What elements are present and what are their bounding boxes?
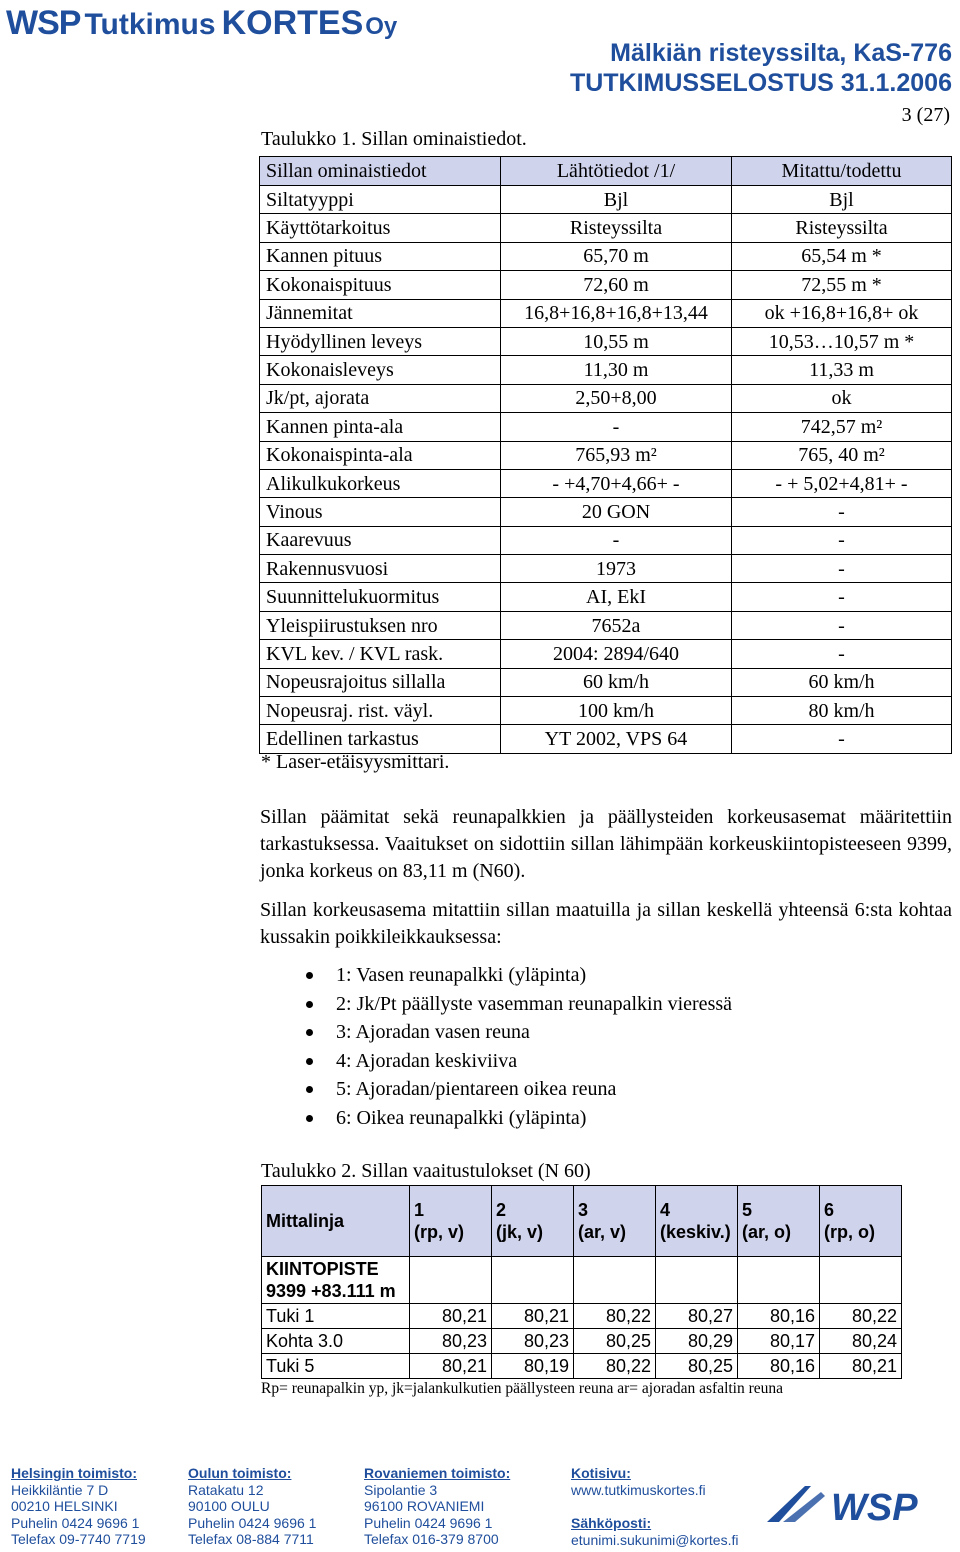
source-value-cell: Risteyssilta — [501, 214, 732, 242]
list-item-text: 3: Ajoradan vasen reuna — [336, 1021, 530, 1044]
list-item — [260, 990, 732, 1019]
property-name-cell: Kannen pituus — [260, 242, 501, 270]
measured-value-cell: 80 km/h — [732, 697, 952, 725]
source-value-cell: 2004: 2894/640 — [501, 640, 732, 668]
footer-rovaniemi — [364, 1465, 510, 1548]
list-item — [260, 1075, 732, 1104]
table-row — [260, 441, 952, 469]
list-item — [260, 961, 732, 990]
elevation-cell: 80,21 — [492, 1304, 574, 1329]
source-value-cell: - — [501, 413, 732, 441]
table-row — [262, 1354, 902, 1379]
elevation-cell: 80,17 — [738, 1329, 820, 1354]
header-cell-mittalinja: Mittalinja — [262, 1186, 410, 1257]
property-name-cell: Edellinen tarkastus — [260, 725, 501, 753]
header-cell: Mitattu/todettu — [732, 157, 952, 186]
table-row — [260, 725, 952, 753]
measured-value-cell: - — [732, 611, 952, 639]
elevation-cell: 80,21 — [410, 1354, 492, 1379]
header-cell-point-6 — [820, 1186, 902, 1257]
table-row — [260, 214, 952, 242]
table-header-row — [260, 157, 952, 186]
logo-kortes: KORTES — [221, 4, 364, 42]
footer-line: Telefax 016-379 8700 — [364, 1531, 499, 1547]
empty-cell — [492, 1257, 574, 1304]
footer-line: 00210 HELSINKI — [11, 1498, 118, 1514]
table-row — [260, 299, 952, 327]
source-value-cell: 7652a — [501, 611, 732, 639]
measured-value-cell: 765, 40 m² — [732, 441, 952, 469]
footer-line: Puhelin 0424 9696 1 — [364, 1514, 493, 1531]
list-item-text: 4: Ajoradan keskiviiva — [336, 1049, 518, 1072]
bullet-icon — [306, 972, 313, 979]
measured-value-cell: Bjl — [732, 186, 952, 214]
email-link[interactable]: etunimi.sukunimi@kortes.fi — [571, 1531, 739, 1548]
empty-cell — [574, 1257, 656, 1304]
table-row — [260, 271, 952, 299]
elevation-cell: 80,23 — [492, 1329, 574, 1354]
property-name-cell: Kannen pinta-ala — [260, 413, 501, 441]
footer-line: 90100 OULU — [188, 1498, 270, 1514]
kiintopiste-cell — [262, 1257, 410, 1304]
title-line1: Mälkiän risteyssilta, KaS-776 — [610, 39, 952, 67]
title-line2: TUTKIMUSSELOSTUS 31.1.2006 — [569, 69, 952, 97]
measured-value-cell: - — [732, 498, 952, 526]
footer-line: Heikkiläntie 7 D — [11, 1481, 109, 1498]
source-value-cell: 10,55 m — [501, 327, 732, 355]
footer-line: Telefax 09-7740 7719 — [11, 1531, 146, 1547]
header-cell: Lähtötiedot /1/ — [501, 157, 732, 186]
empty-cell — [656, 1257, 738, 1304]
header-cell: Sillan ominaistiedot — [260, 157, 501, 186]
table-row — [260, 555, 952, 583]
measured-value-cell: 60 km/h — [732, 668, 952, 696]
measured-value-cell: 10,53…10,57 m * — [732, 327, 952, 355]
levelling-results-table — [261, 1185, 902, 1379]
property-name-cell: Nopeusraj. rist. väyl. — [260, 697, 501, 725]
source-value-cell: 765,93 m² — [501, 441, 732, 469]
measured-value-cell: 11,33 m — [732, 356, 952, 384]
property-name-cell: Jännemitat — [260, 299, 501, 327]
table-row — [260, 469, 952, 497]
source-value-cell: 1973 — [501, 555, 732, 583]
elevation-cell: 80,22 — [574, 1354, 656, 1379]
table-row — [260, 384, 952, 412]
elevation-cell: 80,25 — [574, 1329, 656, 1354]
measured-value-cell: ok +16,8+16,8+ ok — [732, 299, 952, 327]
wsp-logo-text: WSP — [831, 1487, 918, 1528]
point-label: (rp, v) — [414, 1222, 465, 1242]
elevation-cell: 80,22 — [820, 1304, 902, 1329]
property-name-cell: Jk/pt, ajorata — [260, 384, 501, 412]
logo-oy: Oy — [365, 13, 398, 40]
point-number: 5 — [742, 1200, 753, 1220]
footer-line: Telefax 08-884 7711 — [188, 1531, 314, 1547]
elevation-cell: 80,21 — [820, 1354, 902, 1379]
table-row — [260, 356, 952, 384]
source-value-cell: 72,60 m — [501, 271, 732, 299]
empty-cell — [820, 1257, 902, 1304]
property-name-cell: Nopeusrajoitus sillalla — [260, 668, 501, 696]
elevation-cell: 80,21 — [410, 1304, 492, 1329]
elevation-cell: 80,19 — [492, 1354, 574, 1379]
table-row — [260, 697, 952, 725]
property-name-cell: Kokonaispituus — [260, 271, 501, 299]
property-name-cell: Kokonaisleveys — [260, 356, 501, 384]
elevation-cell: 80,24 — [820, 1329, 902, 1354]
footer-heading: Kotisivu: — [571, 1465, 631, 1481]
property-name-cell: Käyttötarkoitus — [260, 214, 501, 242]
footer-heading: Rovaniemen toimisto: — [364, 1465, 511, 1481]
source-value-cell: 2,50+8,00 — [501, 384, 732, 412]
list-item — [260, 1047, 732, 1076]
bullet-icon — [306, 1115, 313, 1122]
property-name-cell: KVL kev. / KVL rask. — [260, 640, 501, 668]
measured-value-cell: - — [732, 583, 952, 611]
point-number: 4 — [660, 1200, 671, 1220]
point-label: (jk, v) — [496, 1222, 544, 1242]
table-row — [262, 1329, 902, 1354]
footer-heading: Helsingin toimisto: — [11, 1465, 137, 1481]
table2-legend: Rp= reunapalkin yp, jk=jalankulkutien päällysteen reuna ar= ajoradan asfaltin reuna — [261, 1380, 784, 1397]
footer-oulu — [188, 1465, 316, 1548]
measured-value-cell: - — [732, 725, 952, 753]
table-row — [260, 668, 952, 696]
table-row — [260, 640, 952, 668]
source-value-cell: - — [501, 526, 732, 554]
website-link[interactable]: www.tutkimuskortes.fi — [571, 1481, 706, 1498]
point-label: (ar, v) — [578, 1222, 627, 1242]
measured-value-cell: - — [732, 526, 952, 554]
point-number: 6 — [824, 1200, 835, 1220]
source-value-cell: 16,8+16,8+16,8+13,44 — [501, 299, 732, 327]
kiintopiste-label: KIINTOPISTE — [266, 1259, 379, 1279]
empty-cell — [410, 1257, 492, 1304]
source-value-cell: 100 km/h — [501, 697, 732, 725]
location-cell: Tuki 5 — [262, 1354, 410, 1379]
source-value-cell: AI, EkI — [501, 583, 732, 611]
elevation-cell: 80,16 — [738, 1304, 820, 1329]
elevation-cell: 80,22 — [574, 1304, 656, 1329]
measured-value-cell: - + 5,02+4,81+ - — [732, 469, 952, 497]
paragraph-height-positions: Sillan korkeusasema mitattiin sillan maatuilla ja sillan keskellä yhteensä 6:sta kohtaa kussakin poikkileikkauksessa: — [260, 899, 952, 948]
property-name-cell: Rakennusvuosi — [260, 555, 501, 583]
measured-value-cell: - — [732, 640, 952, 668]
measured-value-cell: 65,54 m * — [732, 242, 952, 270]
table-row — [260, 327, 952, 355]
bullet-icon — [306, 1029, 313, 1036]
point-label: (ar, o) — [742, 1222, 792, 1242]
footer-line: Puhelin 0424 9696 1 — [188, 1514, 317, 1531]
list-item-text: 5: Ajoradan/pientareen oikea reuna — [336, 1078, 617, 1101]
property-name-cell: Kaarevuus — [260, 526, 501, 554]
footer-line: Ratakatu 12 — [188, 1481, 264, 1498]
properties-table — [259, 156, 952, 754]
elevation-cell: 80,25 — [656, 1354, 738, 1379]
bullet-icon — [306, 1086, 313, 1093]
measured-value-cell: - — [732, 555, 952, 583]
table-header-row — [262, 1186, 902, 1257]
header-cell-point-5 — [738, 1186, 820, 1257]
measured-value-cell: 72,55 m * — [732, 271, 952, 299]
table1-caption: Taulukko 1. Sillan ominaistiedot. — [261, 128, 527, 150]
header-cell-point-1 — [410, 1186, 492, 1257]
empty-cell — [738, 1257, 820, 1304]
footer-heading: Sähköposti: — [571, 1515, 652, 1531]
bullet-icon — [306, 1001, 313, 1008]
footer-heading: Oulun toimisto: — [188, 1465, 292, 1481]
footer-helsinki — [11, 1465, 146, 1548]
elevation-cell: 80,23 — [410, 1329, 492, 1354]
source-value-cell: - +4,70+4,66+ - — [501, 469, 732, 497]
elevation-cell: 80,27 — [656, 1304, 738, 1329]
point-number: 3 — [578, 1200, 589, 1220]
property-name-cell: Yleispiirustuksen nro — [260, 611, 501, 639]
table-row — [260, 186, 952, 214]
table1-footnote: * Laser-etäisyysmittari. — [261, 751, 450, 773]
table-row — [260, 526, 952, 554]
kiintopiste-value: 9399 +83.111 m — [266, 1281, 396, 1301]
property-name-cell: Hyödyllinen leveys — [260, 327, 501, 355]
table-row — [260, 611, 952, 639]
location-cell: Kohta 3.0 — [262, 1329, 410, 1354]
source-value-cell: 60 km/h — [501, 668, 732, 696]
bullet-icon — [306, 1058, 313, 1065]
header-cell-point-2 — [492, 1186, 574, 1257]
list-item-text: 2: Jk/Pt päällyste vasemman reunapalkin vieressä — [336, 992, 733, 1015]
footer-line: Sipolantie 3 — [364, 1481, 438, 1498]
elevation-cell: 80,16 — [738, 1354, 820, 1379]
header-cell-point-3 — [574, 1186, 656, 1257]
point-number: 1 — [414, 1200, 425, 1220]
measured-value-cell: ok — [732, 384, 952, 412]
table2-caption: Taulukko 2. Sillan vaaitustulokset (N 60) — [261, 1160, 591, 1182]
elevation-cell: 80,29 — [656, 1329, 738, 1354]
property-name-cell: Kokonaispinta-ala — [260, 441, 501, 469]
logo-wsp: WSP — [6, 4, 81, 42]
point-label: (rp, o) — [824, 1222, 875, 1242]
source-value-cell: Bjl — [501, 186, 732, 214]
list-item-text: 1: Vasen reunapalkki (yläpinta) — [336, 964, 587, 986]
table-row — [262, 1304, 902, 1329]
header-cell-point-4 — [656, 1186, 738, 1257]
footer-contact — [571, 1465, 739, 1548]
property-name-cell: Vinous — [260, 498, 501, 526]
page-number: 3 (27) — [901, 104, 950, 126]
company-logo — [6, 4, 397, 40]
measured-value-cell: Risteyssilta — [732, 214, 952, 242]
document-title — [570, 38, 952, 98]
property-name-cell: Suunnittelukuormitus — [260, 583, 501, 611]
source-value-cell: 65,70 m — [501, 242, 732, 270]
paragraph-measurements: Sillan päämitat sekä reunapalkkien ja päällysteiden korkeusasemat määritettiin tarkastuksessa. Vaaitukset on sidottiin sillan lähimpään korkeuskiintopisteeseen 9399, jonka korkeus on 83,11 m (N60). — [260, 806, 952, 882]
measurement-points-list — [260, 961, 732, 1133]
table-row — [260, 498, 952, 526]
source-value-cell: 11,30 m — [501, 356, 732, 384]
source-value-cell: YT 2002, VPS 64 — [501, 725, 732, 753]
table-row — [260, 242, 952, 270]
footer-line: Puhelin 0424 9696 1 — [11, 1514, 140, 1531]
list-item — [260, 1104, 732, 1133]
point-number: 2 — [496, 1200, 507, 1220]
property-name-cell: Siltatyyppi — [260, 186, 501, 214]
footer-line: 96100 ROVANIEMI — [364, 1498, 485, 1514]
table-row-kiintopiste — [262, 1257, 902, 1304]
list-item — [260, 1018, 732, 1047]
logo-tutkimus: Tutkimus — [84, 8, 216, 41]
source-value-cell: 20 GON — [501, 498, 732, 526]
property-name-cell: Alikulkukorkeus — [260, 469, 501, 497]
location-cell: Tuki 1 — [262, 1304, 410, 1329]
table-row — [260, 583, 952, 611]
wsp-logo — [765, 1482, 945, 1528]
list-item-text: 6: Oikea reunapalkki (yläpinta) — [336, 1106, 587, 1129]
point-label: (keskiv.) — [660, 1222, 731, 1242]
measured-value-cell: 742,57 m² — [732, 413, 952, 441]
table-row — [260, 413, 952, 441]
